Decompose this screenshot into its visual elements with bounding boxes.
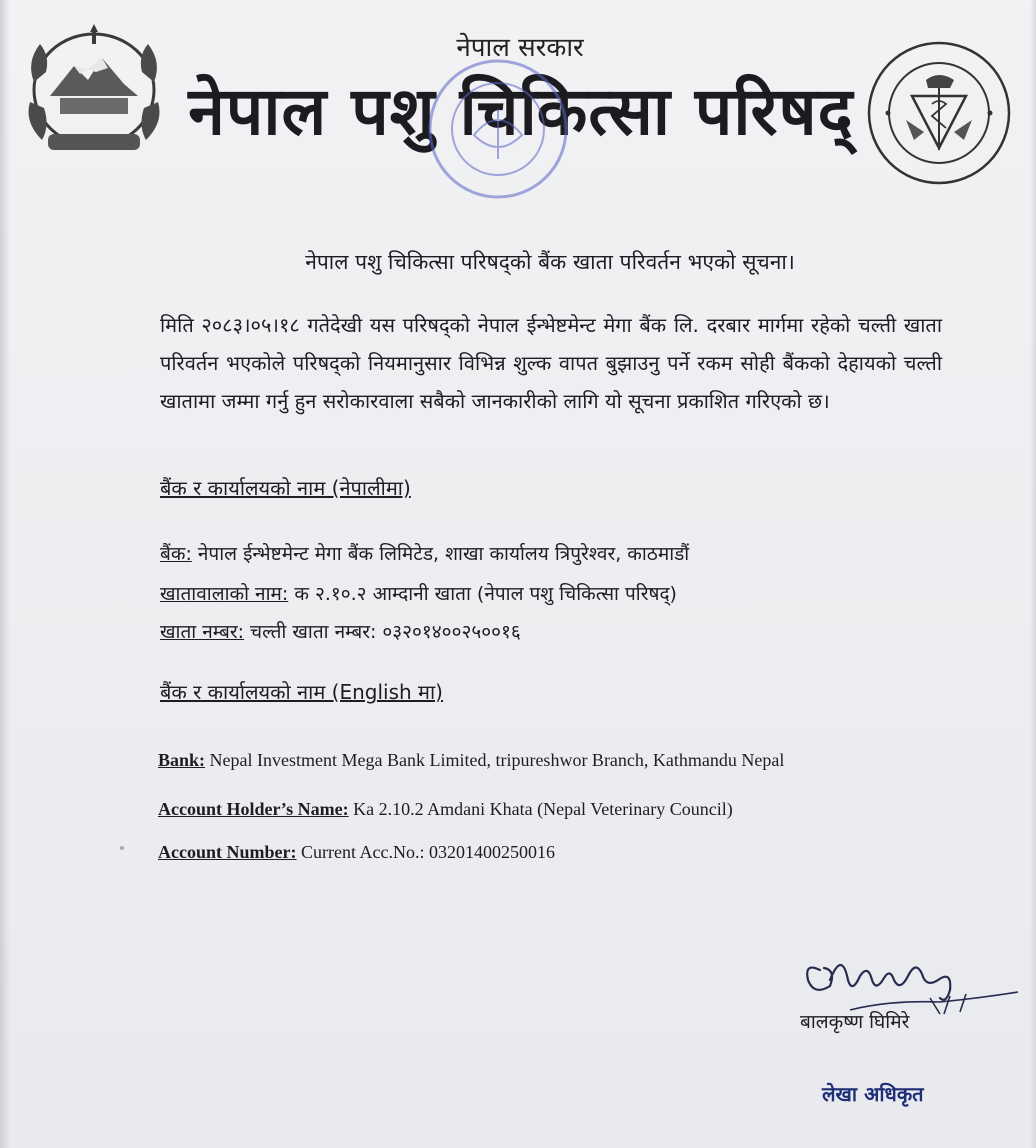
bank-value-nepali: नेपाल ईन्भेष्टमेन्ट मेगा बैंक लिमिटेड, शाखा कार्यालय त्रिपुरेश्वर, काठमाडौं (191, 543, 690, 565)
nepali-section-heading: बैंक र कार्यालयको नाम (नेपालीमा) (160, 476, 411, 500)
council-seal-icon (866, 40, 1012, 186)
bank-label-english: Bank: (158, 750, 206, 770)
signatory-name: बालकृष्ण घिमिरे (800, 1011, 910, 1033)
account-label-nepali: खाता नम्बर: (160, 621, 244, 643)
scan-edge-left (0, 0, 10, 1148)
holder-value-english: Ka 2.10.2 Amdani Khata (Nepal Veterinary Council) (348, 799, 733, 819)
council-stamp-icon (424, 55, 572, 203)
account-value-english: Current Acc.No.: 03201400250016 (296, 842, 555, 862)
council-name-heading: नेपाल पशु चिकित्सा परिषद् (188, 73, 854, 150)
holder-line-english (158, 799, 733, 820)
nepal-emblem-icon (20, 22, 168, 158)
holder-label-nepali: खातावालाको नाम: (160, 583, 289, 605)
holder-value-nepali: क २.१०.२ आम्दानी खाता (नेपाल पशु चिकित्सा परिषद्) (288, 583, 677, 605)
notice-body: मिति २०८३।०५।१८ गतेदेखी यस परिषद्को नेपाल ईन्भेष्टमेन्ट मेगा बैंक लि. दरबार मार्गमा रहेको चल्ती खाता परिवर्तन भएकोले परिषद्को नियमानुसार विभिन्न शुल्क वापत बुझाउनु पर्ने रकम सोही बैंकको देहायको चल्ती खातामा जम्मा गर्नु हुन सरोकारवाला सबैको जानकारीको लागि यो सूचना प्रकाशित गरिएको छ। (160, 313, 942, 413)
english-section-heading: बैंक र कार्यालयको नाम (English मा) (160, 680, 443, 704)
bank-label-nepali: बैंक: (160, 543, 192, 565)
bank-line-english (158, 750, 784, 771)
account-label-english: Account Number: (158, 842, 297, 862)
signatory-designation: लेखा अधिकृत (822, 1082, 924, 1106)
account-line-nepali (160, 618, 521, 644)
bank-line-nepali (160, 540, 689, 566)
government-heading: नेपाल सरकार (456, 33, 584, 63)
scan-speck (120, 846, 124, 850)
holder-label-english: Account Holder’s Name: (158, 799, 349, 819)
holder-line-nepali (160, 580, 677, 606)
scan-edge-right (1030, 0, 1036, 1148)
notice-title: नेपाल पशु चिकित्सा परिषद्को बैंक खाता परिवर्तन भएको सूचना। (305, 250, 795, 274)
account-line-english (158, 842, 555, 863)
account-value-nepali: चल्ती खाता नम्बर: ०३२०१४००२५००१६ (244, 621, 521, 643)
bank-value-english: Nepal Investment Mega Bank Limited, tripureshwor Branch, Kathmandu Nepal (205, 750, 785, 770)
